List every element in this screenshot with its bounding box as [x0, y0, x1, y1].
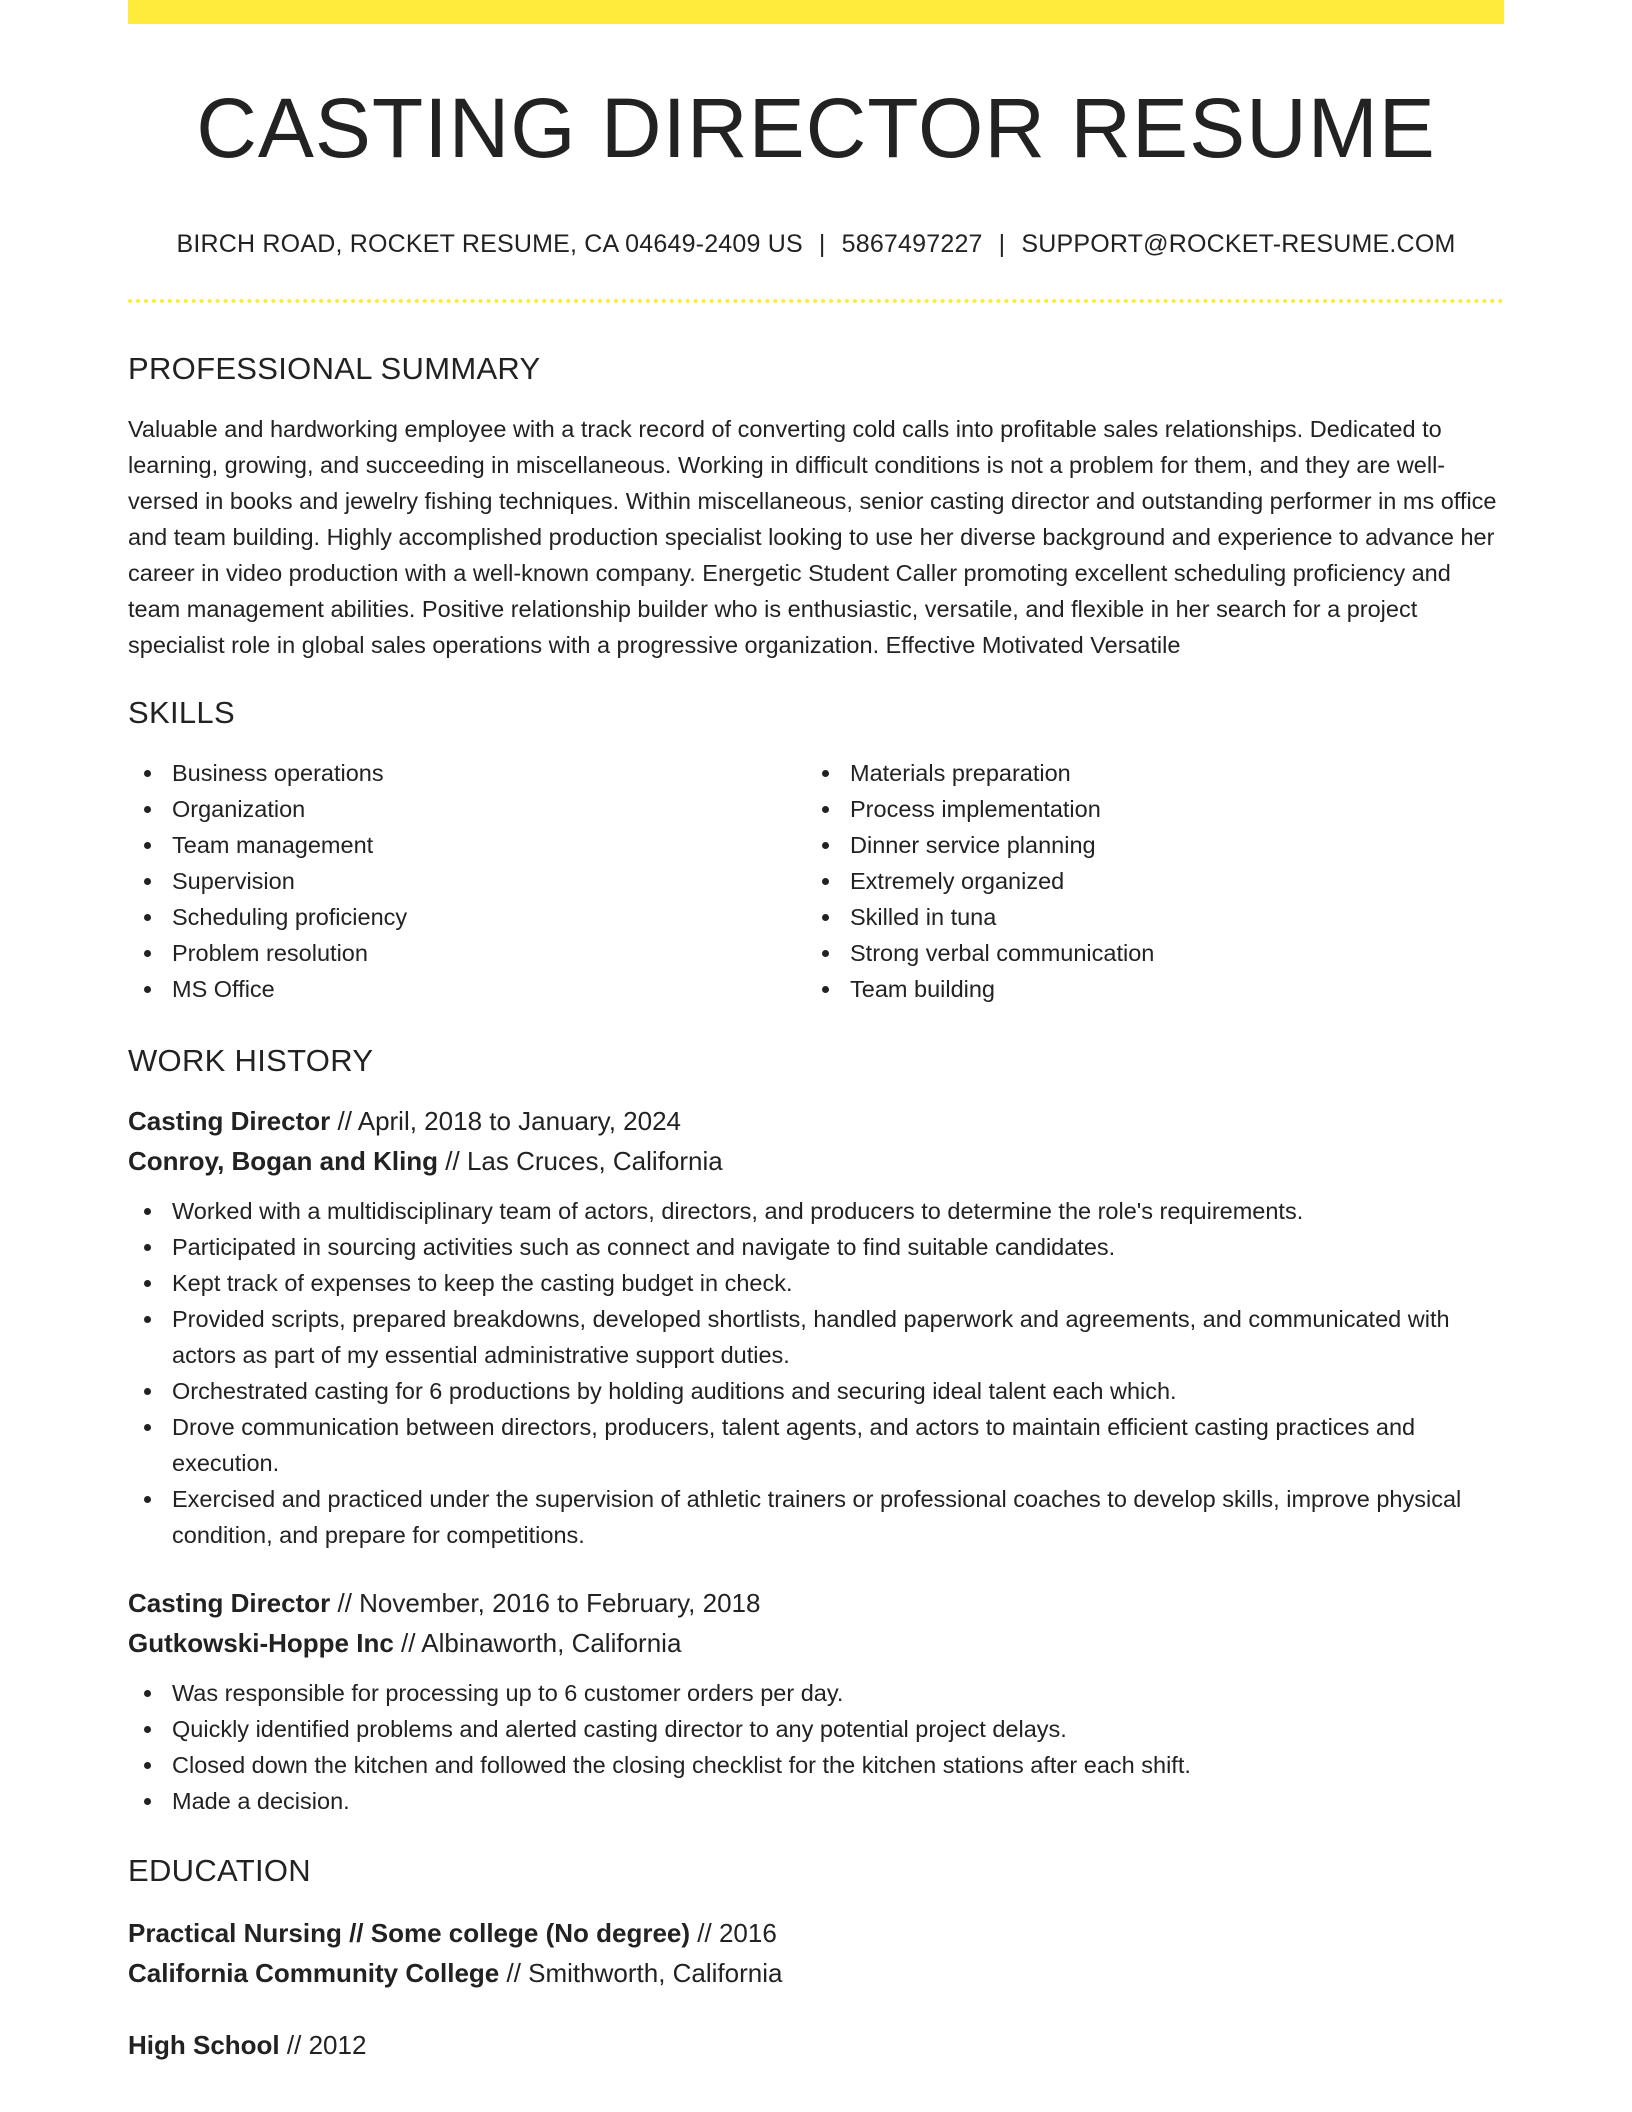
work-history-heading: WORK HISTORY [128, 1043, 374, 1078]
skill-item: Strong verbal communication [806, 935, 1484, 971]
job-title-line [128, 1101, 1504, 1141]
skill-item: Business operations [128, 755, 806, 791]
job-bullets [128, 1193, 1504, 1553]
skill-item: Skilled in tuna [806, 899, 1484, 935]
contact-separator: | [998, 230, 1006, 258]
skill-item: MS Office [128, 971, 806, 1007]
skill-item: Dinner service planning [806, 827, 1484, 863]
job-title: Casting Director [128, 1588, 331, 1618]
education-school: California Community College [128, 1958, 500, 1988]
skill-item: Extremely organized [806, 863, 1484, 899]
job-bullet: Drove communication between directors, producers, talent agents, and actors to maintain efficient casting practices and execution. [128, 1409, 1504, 1481]
job-company-line [128, 1141, 1504, 1181]
job-company: Conroy, Bogan and Kling [128, 1146, 439, 1176]
job-bullet: Closed down the kitchen and followed the closing checklist for the kitchen stations after each shift. [128, 1747, 1504, 1783]
job-bullet: Quickly identified problems and alerted casting director to any potential project delays. [128, 1711, 1504, 1747]
education-location: // Smithworth, California [499, 1958, 783, 1988]
top-accent-bar [128, 0, 1504, 24]
skill-item: Problem resolution [128, 935, 806, 971]
contact-address: BIRCH ROAD, ROCKET RESUME, CA 04649-2409 US [176, 230, 803, 258]
job-company-line [128, 1623, 1504, 1663]
skill-item: Team building [806, 971, 1484, 1007]
job-location: // Las Cruces, California [438, 1146, 723, 1176]
job-entry [128, 1583, 1504, 1819]
skill-item: Organization [128, 791, 806, 827]
job-bullet: Provided scripts, prepared breakdowns, developed shortlists, handled paperwork and agreements, and communicated with actors as part of my essential administrative support duties. [128, 1301, 1504, 1373]
job-location: // Albinaworth, California [393, 1628, 682, 1658]
education-year: // 2016 [690, 1918, 777, 1948]
job-bullet: Worked with a multidisciplinary team of actors, directors, and producers to determine the role's requirements. [128, 1193, 1504, 1229]
contact-line [128, 230, 1504, 259]
job-dates: // November, 2016 to February, 2018 [330, 1588, 761, 1618]
job-bullets [128, 1675, 1504, 1819]
job-dates: // April, 2018 to January, 2024 [330, 1106, 682, 1136]
education-year: // 2012 [279, 2030, 367, 2060]
job-bullet: Participated in sourcing activities such as connect and navigate to find suitable candidates. [128, 1229, 1504, 1265]
education-degree: Practical Nursing // Some college (No degree) [128, 1918, 691, 1948]
skills-column-left [128, 755, 806, 1007]
education-school-line [128, 1953, 1504, 1993]
skill-item: Materials preparation [806, 755, 1484, 791]
job-title-line [128, 1583, 1504, 1623]
education-heading: EDUCATION [128, 1853, 311, 1888]
education-entry [128, 2025, 1504, 2065]
skills-heading: SKILLS [128, 695, 235, 730]
education-degree-line [128, 1913, 1504, 1953]
job-bullet: Made a decision. [128, 1783, 1504, 1819]
job-bullet: Was responsible for processing up to 6 customer orders per day. [128, 1675, 1504, 1711]
resume-title: CASTING DIRECTOR RESUME [196, 81, 1436, 175]
skill-item: Team management [128, 827, 806, 863]
job-bullet: Exercised and practiced under the supervision of athletic trainers or professional coaches to develop skills, improve physical condition, and prepare for competitions. [128, 1481, 1504, 1553]
job-bullet: Orchestrated casting for 6 productions by holding auditions and securing ideal talent each which. [128, 1373, 1504, 1409]
skill-item: Scheduling proficiency [128, 899, 806, 935]
education-entry [128, 1913, 1504, 1993]
job-entry [128, 1101, 1504, 1553]
contact-email: SUPPORT@ROCKET-RESUME.COM [1021, 230, 1456, 258]
dotted-divider [128, 299, 1504, 303]
job-bullet: Kept track of expenses to keep the casting budget in check. [128, 1265, 1504, 1301]
contact-phone: 5867497227 [841, 230, 983, 258]
skills-list [128, 755, 1504, 1007]
education-degree-line [128, 2025, 1504, 2065]
skill-item: Process implementation [806, 791, 1484, 827]
summary-text: Valuable and hardworking employee with a track record of converting cold calls into profitable sales relationships. Dedicated to learning, growing, and succeeding in miscellaneous. Working in difficult conditions is not a problem for them, and they are well-versed in books and jewelry fishing techniques. Within miscellaneous, senior casting director and outstanding performer in ms office and team building. Highly accomplished production specialist looking to use her diverse background and experience to advance her career in video production with a well-known company. Energetic Student Caller promoting excellent scheduling proficiency and team management abilities. Positive relationship builder who is enthusiastic, versatile, and flexible in her search for a project specialist role in global sales operations with a progressive organization. Effective Motivated Versatile [128, 416, 1497, 658]
resume-page [128, 0, 1504, 2065]
skill-item: Supervision [128, 863, 806, 899]
summary-heading: PROFESSIONAL SUMMARY [128, 351, 541, 386]
contact-separator: | [818, 230, 826, 258]
job-title: Casting Director [128, 1106, 331, 1136]
job-company: Gutkowski-Hoppe Inc [128, 1628, 394, 1658]
skills-column-right [806, 755, 1484, 1007]
education-degree: High School [128, 2030, 280, 2060]
